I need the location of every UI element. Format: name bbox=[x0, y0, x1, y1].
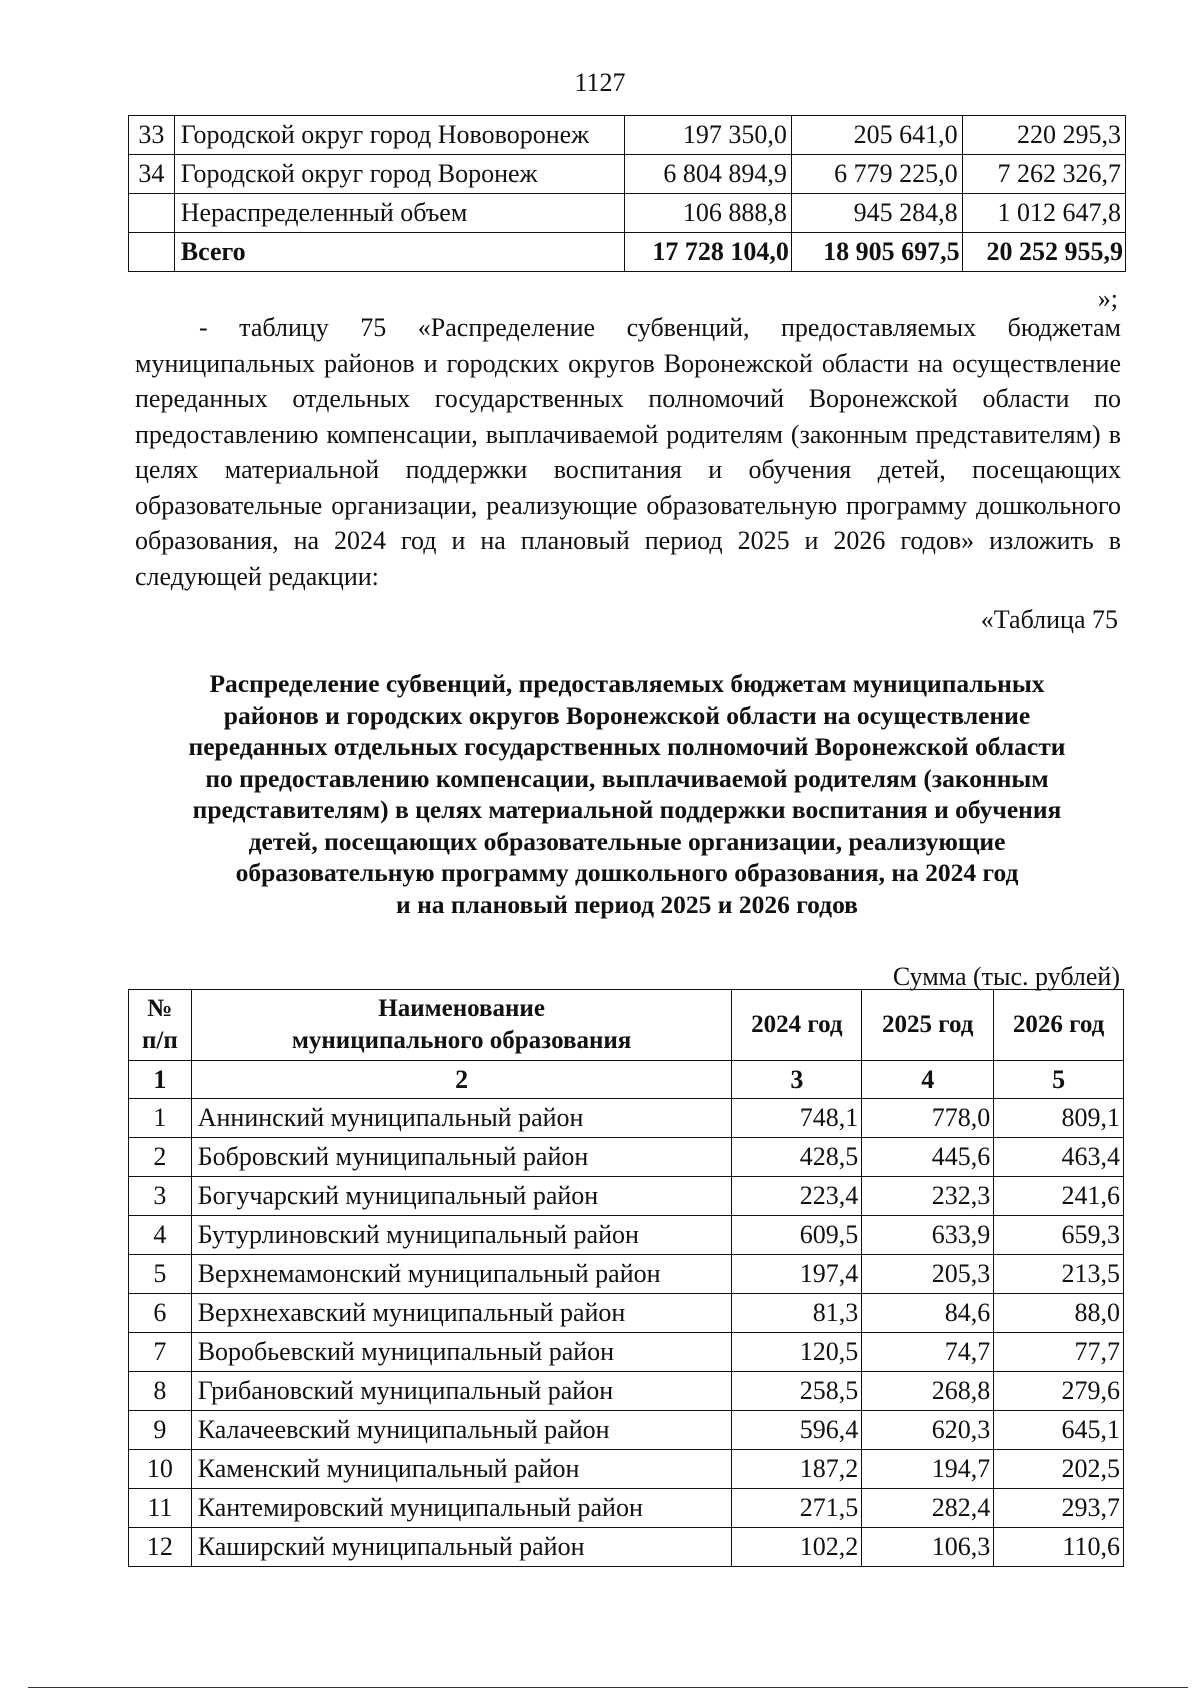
title-line: детей, посещающих образовательные организации, реализующие bbox=[248, 826, 1006, 856]
header-name-line2: муниципального образования bbox=[291, 1027, 632, 1054]
row-index: 6 bbox=[129, 1294, 192, 1333]
row-name: Бобровский муниципальный район bbox=[191, 1138, 732, 1177]
row-name: Кантемировский муниципальный район bbox=[191, 1489, 732, 1528]
table-row bbox=[129, 1099, 1124, 1138]
total-2025: 18 905 697,5 bbox=[791, 233, 962, 272]
row-index: 4 bbox=[129, 1216, 192, 1255]
value-2025: 194,7 bbox=[862, 1450, 994, 1489]
top-table bbox=[128, 115, 1126, 272]
value-2026: 463,4 bbox=[994, 1138, 1124, 1177]
row-index bbox=[129, 194, 175, 233]
table-row bbox=[129, 155, 1126, 194]
value-2025: 778,0 bbox=[862, 1099, 994, 1138]
main-table bbox=[128, 989, 1124, 1567]
row-name: Каменский муниципальный район bbox=[191, 1450, 732, 1489]
table-row bbox=[129, 1255, 1124, 1294]
header-row bbox=[129, 990, 1124, 1061]
value-2024: 223,4 bbox=[732, 1177, 862, 1216]
row-name: Бутурлиновский муниципальный район bbox=[191, 1216, 732, 1255]
title-line: и на плановый период 2025 и 2026 годов bbox=[396, 889, 858, 919]
header-name-line1: Наименование bbox=[378, 995, 545, 1022]
value-2025: 232,3 bbox=[862, 1177, 994, 1216]
value-2026: 659,3 bbox=[994, 1216, 1124, 1255]
value-2026: 110,6 bbox=[994, 1528, 1124, 1567]
row-index: 7 bbox=[129, 1333, 192, 1372]
header-number-line1: № bbox=[147, 995, 173, 1022]
column-number: 3 bbox=[732, 1061, 862, 1099]
value-2026: 213,5 bbox=[994, 1255, 1124, 1294]
row-index: 8 bbox=[129, 1372, 192, 1411]
value-2026: 241,6 bbox=[994, 1177, 1124, 1216]
row-index: 12 bbox=[129, 1528, 192, 1567]
value-2025: 620,3 bbox=[862, 1411, 994, 1450]
value-2024: 258,5 bbox=[732, 1372, 862, 1411]
row-name: Верхнемамонский муниципальный район bbox=[191, 1255, 732, 1294]
value-2024: 271,5 bbox=[732, 1489, 862, 1528]
table-row bbox=[129, 194, 1126, 233]
value-2025: 945 284,8 bbox=[791, 194, 962, 233]
row-name: Городской округ город Воронеж bbox=[174, 155, 625, 194]
column-number: 4 bbox=[862, 1061, 994, 1099]
row-index: 1 bbox=[129, 1099, 192, 1138]
value-2024: 197,4 bbox=[732, 1255, 862, 1294]
total-2024: 17 728 104,0 bbox=[625, 233, 792, 272]
value-2026: 293,7 bbox=[994, 1489, 1124, 1528]
row-index: 11 bbox=[129, 1489, 192, 1528]
header-number-line2: п/п bbox=[141, 1027, 178, 1054]
total-2026: 20 252 955,9 bbox=[962, 233, 1125, 272]
row-name: Нераспределенный объем bbox=[174, 194, 625, 233]
row-name: Богучарский муниципальный район bbox=[191, 1177, 732, 1216]
value-2024: 197 350,0 bbox=[625, 116, 792, 155]
table-title bbox=[130, 668, 1124, 920]
value-2024: 748,1 bbox=[732, 1099, 862, 1138]
title-line: по предоставлению компенсации, выплачиваемой родителям (законным bbox=[205, 763, 1049, 793]
row-index: 5 bbox=[129, 1255, 192, 1294]
table-row bbox=[129, 1450, 1124, 1489]
table-label: «Таблица 75 bbox=[980, 605, 1118, 634]
body-paragraph: - таблицу 75 «Распределение субвенций, предоставляемых бюджетам муниципальных районов и городских округов Воронежской области на осуществление переданных отдельных государственных полномочий Воронежской области по предоставлению компенсации, выплачиваемой родителям (законным представителям) в целях материальной поддержки воспитания и обучения детей, посещающих образовательные организации, реализующие образовательную программу дошкольного образования, на 2024 год и на плановый период 2025 и 2026 годов» изложить в следующей редакции: bbox=[135, 313, 1121, 591]
title-line: переданных отдельных государственных полномочий Воронежской области bbox=[188, 732, 1066, 761]
total-row bbox=[129, 233, 1126, 272]
row-index: 33 bbox=[129, 116, 175, 155]
row-name: Верхнехавский муниципальный район bbox=[191, 1294, 732, 1333]
value-2024: 81,3 bbox=[732, 1294, 862, 1333]
row-index: 3 bbox=[129, 1177, 192, 1216]
table-row bbox=[129, 1177, 1124, 1216]
value-2026: 279,6 bbox=[994, 1372, 1124, 1411]
value-2024: 596,4 bbox=[732, 1411, 862, 1450]
table-row bbox=[129, 1333, 1124, 1372]
value-2026: 77,7 bbox=[994, 1333, 1124, 1372]
column-number: 1 bbox=[129, 1061, 192, 1099]
value-2025: 106,3 bbox=[862, 1528, 994, 1567]
units-label: Сумма (тыс. рублей) bbox=[892, 962, 1120, 991]
value-2024: 102,2 bbox=[732, 1528, 862, 1567]
column-number: 5 bbox=[994, 1061, 1124, 1099]
row-name: Аннинский муниципальный район bbox=[191, 1099, 732, 1138]
value-2024: 120,5 bbox=[732, 1333, 862, 1372]
total-index bbox=[129, 233, 175, 272]
value-2026: 202,5 bbox=[994, 1450, 1124, 1489]
header-2025: 2025 год bbox=[862, 990, 994, 1061]
header-2026: 2026 год bbox=[994, 990, 1124, 1061]
value-2025: 84,6 bbox=[862, 1294, 994, 1333]
row-name: Каширский муниципальный район bbox=[191, 1528, 732, 1567]
value-2024: 187,2 bbox=[732, 1450, 862, 1489]
row-index: 2 bbox=[129, 1138, 192, 1177]
title-line: представителям) в целях материальной поддержки воспитания и обучения bbox=[192, 795, 1062, 824]
value-2026: 1 012 647,8 bbox=[962, 194, 1125, 233]
header-number bbox=[129, 990, 192, 1061]
value-2025: 205,3 bbox=[862, 1255, 994, 1294]
table-row bbox=[129, 1489, 1124, 1528]
value-2026: 220 295,3 bbox=[962, 116, 1125, 155]
row-index: 10 bbox=[129, 1450, 192, 1489]
value-2025: 445,6 bbox=[862, 1138, 994, 1177]
title-line: районов и городских округов Воронежской области на осуществление bbox=[223, 700, 1031, 730]
row-name: Воробьевский муниципальный район bbox=[191, 1333, 732, 1372]
value-2026: 645,1 bbox=[994, 1411, 1124, 1450]
closing-quote: »; bbox=[1097, 284, 1118, 313]
value-2026: 7 262 326,7 bbox=[962, 155, 1125, 194]
table-row bbox=[129, 1411, 1124, 1450]
row-name: Городской округ город Нововоронеж bbox=[174, 116, 625, 155]
row-index: 34 bbox=[129, 155, 175, 194]
title-line: Распределение субвенций, предоставляемых бюджетам муниципальных bbox=[209, 669, 1045, 698]
value-2025: 633,9 bbox=[862, 1216, 994, 1255]
table-row bbox=[129, 1294, 1124, 1333]
value-2024: 428,5 bbox=[732, 1138, 862, 1177]
table-row bbox=[129, 1372, 1124, 1411]
value-2026: 88,0 bbox=[994, 1294, 1124, 1333]
table-row bbox=[129, 1138, 1124, 1177]
value-2024: 6 804 894,9 bbox=[625, 155, 792, 194]
value-2025: 74,7 bbox=[862, 1333, 994, 1372]
table-row bbox=[129, 116, 1126, 155]
total-label: Всего bbox=[174, 233, 625, 272]
value-2024: 106 888,8 bbox=[625, 194, 792, 233]
value-2026: 809,1 bbox=[994, 1099, 1124, 1138]
value-2025: 268,8 bbox=[862, 1372, 994, 1411]
table-row bbox=[129, 1216, 1124, 1255]
value-2024: 609,5 bbox=[732, 1216, 862, 1255]
header-2024: 2024 год bbox=[732, 990, 862, 1061]
value-2025: 6 779 225,0 bbox=[791, 155, 962, 194]
page-number: 1127 bbox=[574, 68, 626, 97]
column-number: 2 bbox=[191, 1061, 732, 1099]
row-name: Грибановский муниципальный район bbox=[191, 1372, 732, 1411]
value-2025: 205 641,0 bbox=[791, 116, 962, 155]
footer-divider bbox=[28, 1687, 1188, 1688]
table-row bbox=[129, 1528, 1124, 1567]
row-index: 9 bbox=[129, 1411, 192, 1450]
title-line: образовательную программу дошкольного образования, на 2024 год bbox=[235, 858, 1019, 887]
value-2025: 282,4 bbox=[862, 1489, 994, 1528]
column-numbers-row bbox=[129, 1061, 1124, 1099]
row-name: Калачеевский муниципальный район bbox=[191, 1411, 732, 1450]
header-name bbox=[191, 990, 732, 1061]
